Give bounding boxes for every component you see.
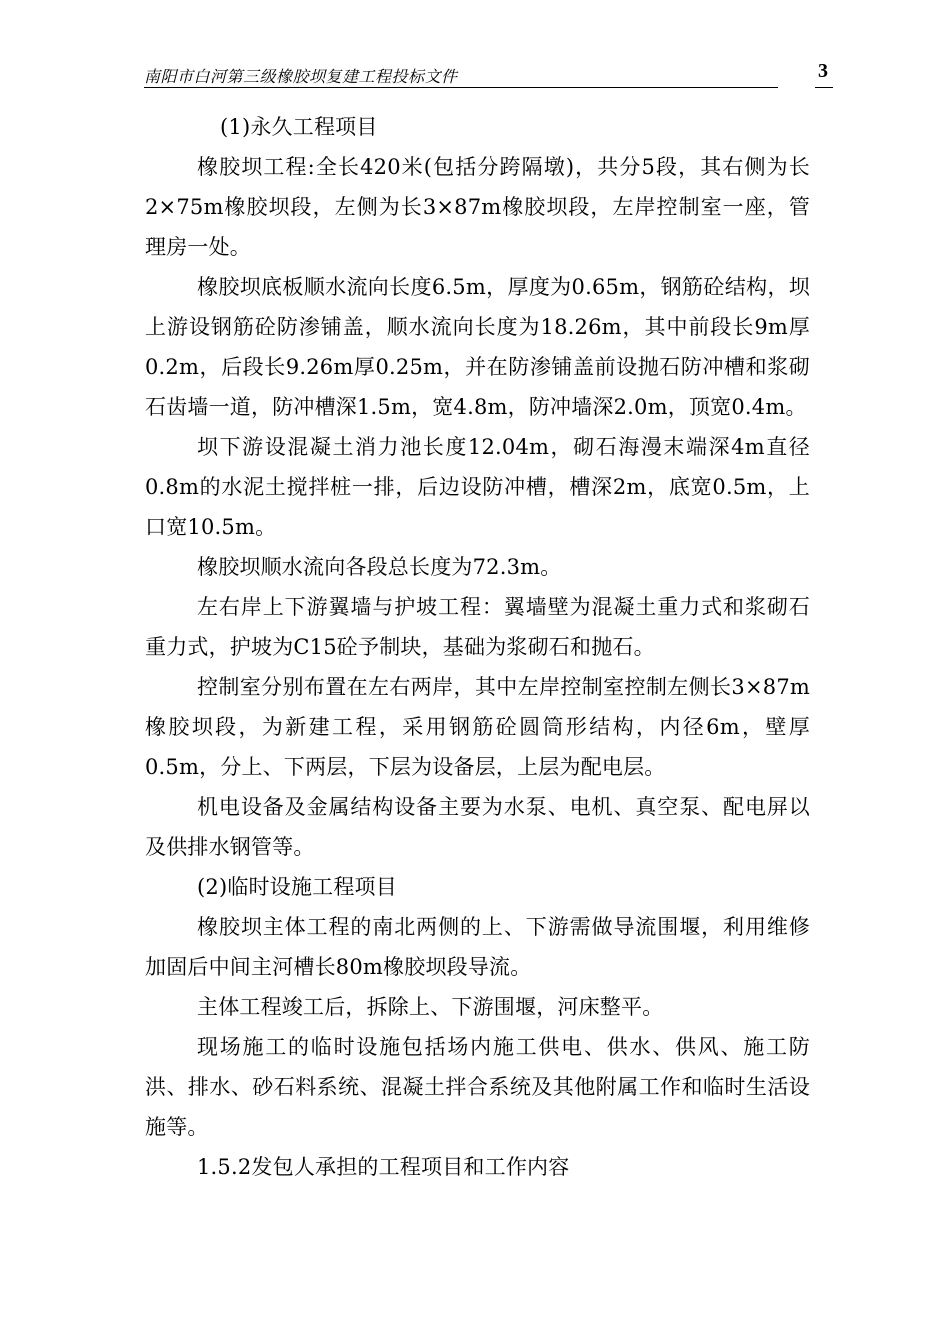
section-heading-temporary: (2)临时设施工程项目	[197, 875, 397, 899]
paragraph: 主体工程竣工后，拆除上、下游围堰，河床整平。	[197, 995, 664, 1019]
paragraph: 现场施工的临时设施包括场内施工供电、供水、供风、施工防洪、排水、砂石料系统、混凝土拌合系统及其他附属工作和临时生活设施等。	[145, 1035, 810, 1139]
header-rule	[144, 87, 778, 88]
section-heading-1-5-2: 1.5.2发包人承担的工程项目和工作内容	[197, 1155, 570, 1179]
paragraph: 坝下游设混凝土消力池长度12.04m，砌石海漫末端深4m直径0.8m的水泥土搅拌桩一排，后边设防冲槽，槽深2m，底宽0.5m，上口宽10.5m。	[145, 435, 810, 539]
page-header	[144, 60, 832, 90]
page-number-underline	[815, 87, 833, 88]
paragraph: 橡胶坝主体工程的南北两侧的上、下游需做导流围堰，利用维修加固后中间主河槽长80m橡胶坝段导流。	[145, 915, 810, 979]
paragraph: 橡胶坝底板顺水流向长度6.5m，厚度为0.65m，钢筋砼结构，坝上游设钢筋砼防渗铺盖，顺水流向长度为18.26m，其中前段长9m厚0.2m，后段长9.26m厚0.25m，并在防渗铺盖前设抛石防冲槽和浆砌石齿墙一道，防冲槽深1.5m，宽4.8m，防冲墙深2.0m，顶宽0.4m。	[145, 275, 810, 419]
paragraph: 左右岸上下游翼墙与护坡工程：翼墙壁为混凝土重力式和浆砌石重力式，护坡为C15砼予制块，基础为浆砌石和抛石。	[145, 595, 810, 659]
section-heading-permanent: (1)永久工程项目	[220, 115, 378, 139]
paragraph: 机电设备及金属结构设备主要为水泵、电机、真空泵、配电屏以及供排水钢管等。	[145, 795, 810, 859]
paragraph: 橡胶坝工程:全长420米(包括分跨隔墩)，共分5段，其右侧为长2×75m橡胶坝段，左侧为长3×87m橡胶坝段，左岸控制室一座，管理房一处。	[145, 155, 810, 259]
paragraph: 控制室分别布置在左右两岸，其中左岸控制室控制左侧长3×87m橡胶坝段，为新建工程，采用钢筋砼圆筒形结构，内径6m，壁厚0.5m，分上、下两层，下层为设备层，上层为配电层。	[145, 675, 810, 779]
page-number: 3	[818, 60, 828, 82]
document-title: 南阳市白河第三级橡胶坝复建工程投标文件	[144, 67, 458, 86]
paragraph: 橡胶坝顺水流向各段总长度为72.3m。	[197, 555, 562, 579]
document-body	[145, 107, 810, 1187]
